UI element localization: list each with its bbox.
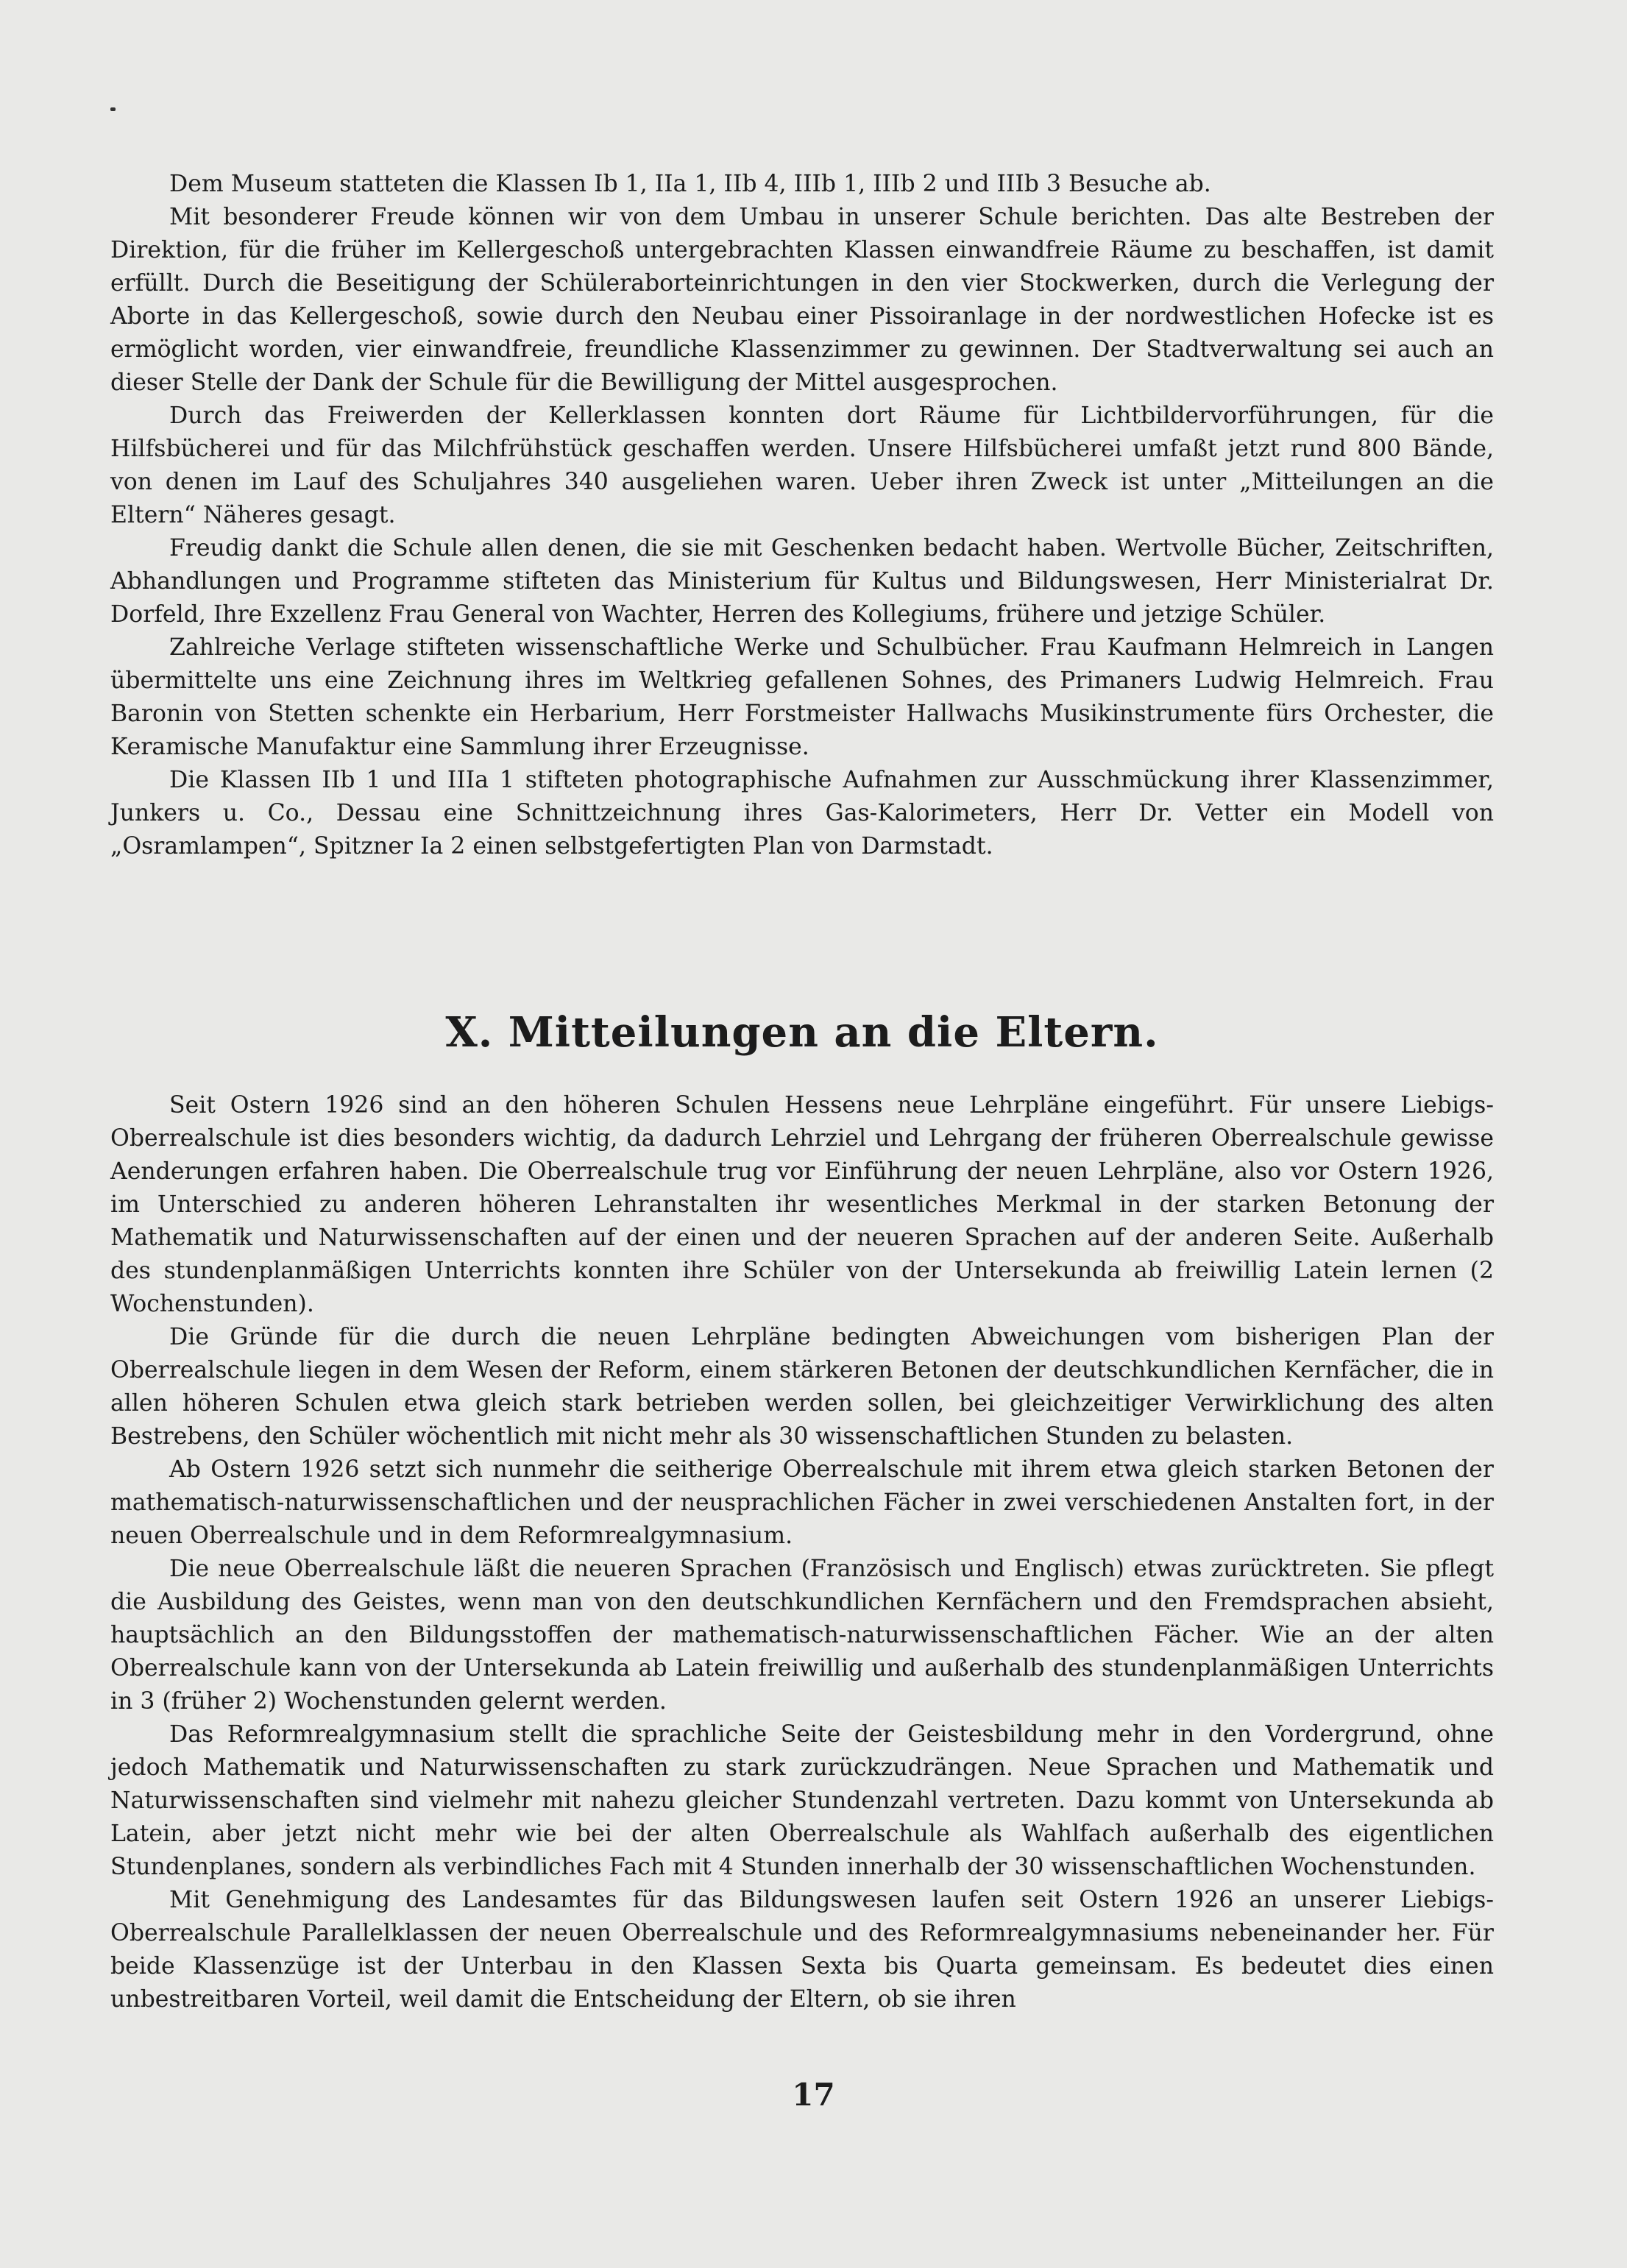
section-heading: X. Mitteilungen an die Eltern. <box>445 1008 1159 1057</box>
paragraph: Ab Ostern 1926 setzt sich nunmehr die seitherige Oberrealschule mit ihrem etwa gleich starken Betonen der mathematisch-naturwissenschaftlichen und der neusprachlichen Fächer in zwei verschiedenen Anstalten fort, in der neuen Oberrealschule und in dem Reformrealgymnasium. <box>110 1456 1494 1549</box>
paragraph: Das Reformrealgymnasium stellt die sprachliche Seite der Geistesbildung mehr in den Vordergrund, ohne jedoch Mathematik und Naturwissenschaften zu stark zurückzudrängen. Neue Sprachen und Mathematik und Naturwissenschaften sind vielmehr mit nahezu gleicher Stundenzahl vertreten. Dazu kommt von Untersekunda ab Latein, aber jetzt nicht mehr wie bei der alten Oberrealschule als Wahlfach außerhalb des eigentlichen Stundenplanes, sondern als verbindliches Fach mit 4 Stunden innerhalb der 30 wissenschaftlichen Wochenstunden. <box>110 1721 1494 1880</box>
paragraph: Die Gründe für die durch die neuen Lehrpläne bedingten Abweichungen vom bisherigen Plan der Oberrealschule liegen in dem Wesen der Reform, einem stärkeren Betonen der deutschkundlichen Kernfächer, die in allen höheren Schulen etwa gleich stark betrieben werden sollen, bei gleichzeitiger Verwirklichung des alten Bestrebens, den Schüler wöchentlich mit nicht mehr als 30 wissenschaftlichen Stunden zu belasten. <box>110 1324 1494 1450</box>
paragraph: Die neue Oberrealschule läßt die neueren Sprachen (Französisch und Englisch) etwas zurücktreten. Sie pflegt die Ausbildung des Geistes, wenn man von den deutschkundlichen Kernfächern und den Fremdsprachen absieht, hauptsächlich an den Bildungsstoffen der mathematisch-naturwissenschaftlichen Fächer. Wie an der alten Oberrealschule kann von der Untersekunda ab Latein freiwillig und außerhalb des stundenplanmäßigen Unterrichts in 3 (früher 2) Wochenstunden gelernt werden. <box>110 1556 1494 1715</box>
paragraph: Durch das Freiwerden der Kellerklassen konnten dort Räume für Lichtbildervorführungen, für die Hilfsbücherei und für das Milchfrühstück geschaffen werden. Unsere Hilfsbücherei umfaßt jetzt rund 800 Bände, von denen im Lauf des Schuljahres 340 ausgeliehen waren. Ueber ihren Zweck ist unter „Mitteilungen an die Eltern“ Näheres gesagt. <box>110 403 1494 528</box>
paragraph: Mit besonderer Freude können wir von dem Umbau in unserer Schule berichten. Das alte Bestreben der Direktion, für die früher im Kellergeschoß untergebrachten Klassen einwandfreie Räume zu beschaffen, ist damit erfüllt. Durch die Beseitigung der Schüleraborteinrichtungen in den vier Stockwerken, durch die Verlegung der Aborte in das Kellergeschoß, sowie durch den Neubau einer Pissoiranlage in der nordwestlichen Hofecke ist es ermöglicht worden, vier einwandfreie, freundliche Klassenzimmer zu gewinnen. Der Stadtverwaltung sei auch an dieser Stelle der Dank der Schule für die Bewilligung der Mittel ausgesprochen. <box>110 204 1494 396</box>
paragraph: Freudig dankt die Schule allen denen, die sie mit Geschenken bedacht haben. Wertvolle Bücher, Zeitschriften, Abhandlungen und Programme stifteten das Ministerium für Kultus und Bildungswesen, Herr Ministerialrat Dr. Dorfeld, Ihre Exzellenz Frau General von Wachter, Herren des Kollegiums, frühere und jetzige Schüler. <box>110 535 1494 628</box>
paragraph: Zahlreiche Verlage stifteten wissenschaftliche Werke und Schulbücher. Frau Kaufmann Helmreich in Langen übermittelte uns eine Zeichnung ihres im Weltkrieg gefallenen Sohnes, des Primaners Ludwig Helmreich. Frau Baronin von Stetten schenkte ein Herbarium, Herr Forstmeister Hallwachs Musikinstrumente fürs Orchester, die Keramische Manufaktur eine Sammlung ihrer Erzeugnisse. <box>110 634 1494 760</box>
paragraph: Seit Ostern 1926 sind an den höheren Schulen Hessens neue Lehrpläne eingeführt. Für unsere Liebigs-Oberrealschule ist dies besonders wichtig, da dadurch Lehrziel und Lehrgang der früheren Oberrealschule gewisse Aenderungen erfahren haben. Die Oberrealschule trug vor Einführung der neuen Lehrpläne, also vor Ostern 1926, im Unterschied zu anderen höheren Lehranstalten ihr wesentliches Merkmal in der starken Betonung der Mathematik und Naturwissenschaften auf der einen und der neueren Sprachen auf der anderen Seite. Außerhalb des stundenplanmäßigen Unterrichts konnten ihre Schüler von der Untersekunda ab freiwillig Latein lernen (2 Wochenstunden). <box>110 1092 1494 1317</box>
section-after <box>110 1089 1494 2016</box>
paragraph: Mit Genehmigung des Landesamtes für das Bildungswesen laufen seit Ostern 1926 an unserer Liebigs-Oberrealschule Parallelklassen der neuen Oberrealschule und des Reformrealgymnasiums nebeneinander her. Für beide Klassenzüge ist der Unterbau in den Klassen Sexta bis Quarta gemeinsam. Es bedeutet dies einen unbestreitbaren Vorteil, weil damit die Entscheidung der Eltern, ob sie ihren <box>110 1887 1494 2013</box>
ink-speck <box>110 107 116 111</box>
page-number: 17 <box>792 2077 835 2113</box>
paragraph: Die Klassen IIb 1 und IIIa 1 stifteten photographische Aufnahmen zur Ausschmückung ihrer Klassenzimmer, Junkers u. Co., Dessau eine Schnittzeichnung ihres Gas-Kalorimeters, Herr Dr. Vetter ein Modell von „Osramlampen“, Spitzner Ia 2 einen selbstgefertigten Plan von Darmstadt. <box>110 767 1494 860</box>
paragraph: Dem Museum statteten die Klassen Ib 1, IIa 1, IIb 4, IIIb 1, IIIb 2 und IIIb 3 Besuche ab. <box>169 171 1211 197</box>
section-before <box>110 168 1494 863</box>
